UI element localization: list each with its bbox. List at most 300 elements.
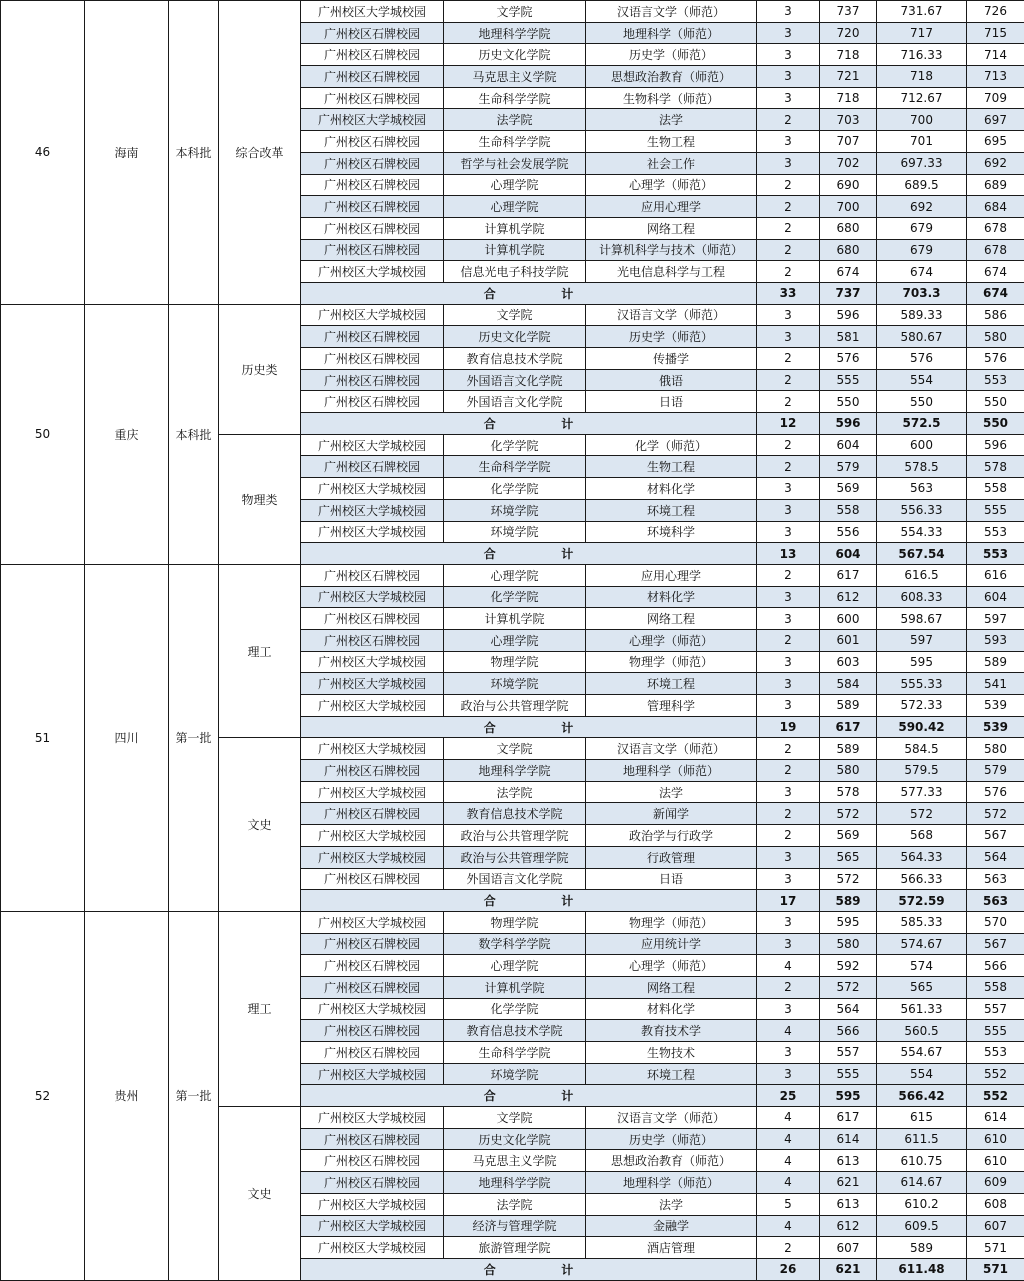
college-cell: 心理学院 [444,174,586,196]
plan-count-cell: 4 [757,1020,820,1042]
avg-score-cell: 689.5 [877,174,967,196]
avg-score-cell: 565 [877,976,967,998]
campus-cell: 广州校区石牌校园 [301,629,444,651]
college-cell: 马克思主义学院 [444,66,586,88]
total-count-cell: 26 [757,1258,820,1280]
college-cell: 旅游管理学院 [444,1237,586,1259]
campus-cell: 广州校区大学城校园 [301,1193,444,1215]
province-cell: 四川 [85,564,169,911]
avg-score-cell: 717 [877,22,967,44]
min-score-cell: 726 [967,1,1024,23]
max-score-cell: 589 [820,695,877,717]
total-max-cell: 595 [820,1085,877,1107]
campus-cell: 广州校区大学城校园 [301,1063,444,1085]
min-score-cell: 553 [967,369,1024,391]
major-cell: 地理科学（师范） [586,1172,757,1194]
min-score-cell: 564 [967,846,1024,868]
college-cell: 外国语言文化学院 [444,391,586,413]
min-score-cell: 576 [967,348,1024,370]
row-number: 51 [1,564,85,911]
college-cell: 历史文化学院 [444,1128,586,1150]
max-score-cell: 702 [820,152,877,174]
subtotal-label-ji: 计 [561,545,573,562]
plan-count-cell: 3 [757,586,820,608]
college-cell: 教育信息技术学院 [444,1020,586,1042]
campus-cell: 广州校区石牌校园 [301,152,444,174]
max-score-cell: 607 [820,1237,877,1259]
avg-score-cell: 609.5 [877,1215,967,1237]
plan-count-cell: 2 [757,760,820,782]
major-cell: 应用统计学 [586,933,757,955]
avg-score-cell: 561.33 [877,998,967,1020]
major-cell: 社会工作 [586,152,757,174]
campus-cell: 广州校区大学城校园 [301,1215,444,1237]
subtotal-label [301,1085,757,1107]
avg-score-cell: 579.5 [877,760,967,782]
min-score-cell: 614 [967,1107,1024,1129]
plan-count-cell: 2 [757,348,820,370]
campus-cell: 广州校区大学城校园 [301,1237,444,1259]
major-cell: 传播学 [586,348,757,370]
min-score-cell: 713 [967,66,1024,88]
total-avg-cell: 567.54 [877,543,967,565]
plan-count-cell: 2 [757,434,820,456]
major-cell: 地理科学（师范） [586,22,757,44]
plan-count-cell: 4 [757,1107,820,1129]
subtotal-label-ji: 计 [561,1087,573,1104]
avg-score-cell: 566.33 [877,868,967,890]
avg-score-cell: 580.67 [877,326,967,348]
max-score-cell: 603 [820,651,877,673]
min-score-cell: 550 [967,391,1024,413]
avg-score-cell: 554.67 [877,1042,967,1064]
college-cell: 计算机学院 [444,608,586,630]
plan-count-cell: 3 [757,651,820,673]
campus-cell: 广州校区石牌校园 [301,803,444,825]
min-score-cell: 566 [967,955,1024,977]
max-score-cell: 600 [820,608,877,630]
college-cell: 心理学院 [444,564,586,586]
min-score-cell: 608 [967,1193,1024,1215]
major-cell: 法学 [586,1193,757,1215]
avg-score-cell: 616.5 [877,564,967,586]
plan-count-cell: 3 [757,304,820,326]
college-cell: 信息光电子科技学院 [444,261,586,283]
college-cell: 经济与管理学院 [444,1215,586,1237]
campus-cell: 广州校区大学城校园 [301,998,444,1020]
avg-score-cell: 716.33 [877,44,967,66]
table-row [1,911,1024,933]
subtotal-label-he: 合 [484,1087,496,1104]
max-score-cell: 737 [820,1,877,23]
campus-cell: 广州校区石牌校园 [301,868,444,890]
avg-score-cell: 576 [877,348,967,370]
min-score-cell: 684 [967,196,1024,218]
college-cell: 教育信息技术学院 [444,803,586,825]
plan-count-cell: 2 [757,976,820,998]
total-max-cell: 589 [820,890,877,912]
plan-count-cell: 4 [757,1172,820,1194]
plan-count-cell: 2 [757,217,820,239]
total-avg-cell: 611.48 [877,1258,967,1280]
total-min-cell: 571 [967,1258,1024,1280]
major-cell: 材料化学 [586,998,757,1020]
subtotal-label-ji: 计 [561,415,573,432]
campus-cell: 广州校区石牌校园 [301,391,444,413]
max-score-cell: 680 [820,217,877,239]
plan-count-cell: 3 [757,673,820,695]
avg-score-cell: 554.33 [877,521,967,543]
plan-count-cell: 3 [757,846,820,868]
campus-cell: 广州校区石牌校园 [301,22,444,44]
max-score-cell: 550 [820,391,877,413]
college-cell: 外国语言文化学院 [444,369,586,391]
avg-score-cell: 674 [877,261,967,283]
campus-cell: 广州校区大学城校园 [301,846,444,868]
campus-cell: 广州校区石牌校园 [301,66,444,88]
major-cell: 教育技术学 [586,1020,757,1042]
college-cell: 教育信息技术学院 [444,348,586,370]
province-cell: 海南 [85,1,169,305]
college-cell: 地理科学学院 [444,760,586,782]
avg-score-cell: 679 [877,239,967,261]
major-cell: 日语 [586,868,757,890]
min-score-cell: 609 [967,1172,1024,1194]
campus-cell: 广州校区大学城校园 [301,651,444,673]
college-cell: 地理科学学院 [444,1172,586,1194]
college-cell: 计算机学院 [444,239,586,261]
campus-cell: 广州校区石牌校园 [301,564,444,586]
total-avg-cell: 590.42 [877,716,967,738]
category-cell: 历史类 [219,304,301,434]
plan-count-cell: 2 [757,196,820,218]
plan-count-cell: 3 [757,998,820,1020]
campus-cell: 广州校区石牌校园 [301,131,444,153]
campus-cell: 广州校区石牌校园 [301,1042,444,1064]
campus-cell: 广州校区石牌校园 [301,1128,444,1150]
major-cell: 生物工程 [586,131,757,153]
campus-cell: 广州校区石牌校园 [301,955,444,977]
min-score-cell: 607 [967,1215,1024,1237]
major-cell: 网络工程 [586,976,757,998]
avg-score-cell: 598.67 [877,608,967,630]
avg-score-cell: 610.75 [877,1150,967,1172]
max-score-cell: 557 [820,1042,877,1064]
major-cell: 心理学（师范） [586,955,757,977]
min-score-cell: 553 [967,521,1024,543]
avg-score-cell: 600 [877,434,967,456]
min-score-cell: 567 [967,825,1024,847]
college-cell: 环境学院 [444,521,586,543]
avg-score-cell: 578.5 [877,456,967,478]
plan-count-cell: 3 [757,1042,820,1064]
campus-cell: 广州校区石牌校园 [301,217,444,239]
avg-score-cell: 697.33 [877,152,967,174]
campus-cell: 广州校区大学城校园 [301,521,444,543]
max-score-cell: 556 [820,521,877,543]
college-cell: 外国语言文化学院 [444,868,586,890]
min-score-cell: 580 [967,326,1024,348]
max-score-cell: 674 [820,261,877,283]
max-score-cell: 584 [820,673,877,695]
min-score-cell: 555 [967,499,1024,521]
subtotal-label [301,413,757,435]
min-score-cell: 580 [967,738,1024,760]
major-cell: 新闻学 [586,803,757,825]
total-min-cell: 563 [967,890,1024,912]
total-max-cell: 621 [820,1258,877,1280]
campus-cell: 广州校区大学城校园 [301,673,444,695]
college-cell: 法学院 [444,781,586,803]
avg-score-cell: 712.67 [877,87,967,109]
campus-cell: 广州校区石牌校园 [301,456,444,478]
campus-cell: 广州校区石牌校园 [301,1150,444,1172]
max-score-cell: 589 [820,738,877,760]
college-cell: 马克思主义学院 [444,1150,586,1172]
college-cell: 化学学院 [444,434,586,456]
max-score-cell: 680 [820,239,877,261]
major-cell: 法学 [586,109,757,131]
college-cell: 环境学院 [444,673,586,695]
major-cell: 日语 [586,391,757,413]
major-cell: 管理科学 [586,695,757,717]
campus-cell: 广州校区大学城校园 [301,1,444,23]
row-number: 50 [1,304,85,564]
major-cell: 法学 [586,781,757,803]
total-count-cell: 25 [757,1085,820,1107]
plan-count-cell: 3 [757,1063,820,1085]
total-max-cell: 596 [820,413,877,435]
max-score-cell: 604 [820,434,877,456]
major-cell: 心理学（师范） [586,629,757,651]
subtotal-label-ji: 计 [561,892,573,909]
campus-cell: 广州校区大学城校园 [301,304,444,326]
college-cell: 化学学院 [444,478,586,500]
min-score-cell: 597 [967,608,1024,630]
avg-score-cell: 563 [877,478,967,500]
max-score-cell: 565 [820,846,877,868]
max-score-cell: 579 [820,456,877,478]
max-score-cell: 555 [820,369,877,391]
major-cell: 化学（师范） [586,434,757,456]
total-count-cell: 12 [757,413,820,435]
max-score-cell: 718 [820,44,877,66]
plan-count-cell: 3 [757,131,820,153]
campus-cell: 广州校区大学城校园 [301,478,444,500]
batch-cell: 第一批 [169,911,219,1280]
avg-score-cell: 589.33 [877,304,967,326]
major-cell: 物理学（师范） [586,651,757,673]
min-score-cell: 552 [967,1063,1024,1085]
batch-cell: 第一批 [169,564,219,911]
total-avg-cell: 572.59 [877,890,967,912]
min-score-cell: 604 [967,586,1024,608]
college-cell: 政治与公共管理学院 [444,846,586,868]
max-score-cell: 690 [820,174,877,196]
max-score-cell: 614 [820,1128,877,1150]
college-cell: 法学院 [444,1193,586,1215]
row-number: 52 [1,911,85,1280]
plan-count-cell: 3 [757,66,820,88]
min-score-cell: 678 [967,239,1024,261]
avg-score-cell: 584.5 [877,738,967,760]
total-max-cell: 617 [820,716,877,738]
max-score-cell: 564 [820,998,877,1020]
plan-count-cell: 2 [757,825,820,847]
max-score-cell: 595 [820,911,877,933]
plan-count-cell: 2 [757,564,820,586]
college-cell: 地理科学学院 [444,22,586,44]
major-cell: 汉语言文学（师范） [586,304,757,326]
campus-cell: 广州校区大学城校园 [301,695,444,717]
plan-count-cell: 3 [757,87,820,109]
max-score-cell: 612 [820,586,877,608]
plan-count-cell: 4 [757,1215,820,1237]
avg-score-cell: 554 [877,369,967,391]
min-score-cell: 572 [967,803,1024,825]
college-cell: 心理学院 [444,955,586,977]
max-score-cell: 617 [820,564,877,586]
subtotal-label-he: 合 [484,719,496,736]
plan-count-cell: 2 [757,456,820,478]
subtotal-label-ji: 计 [561,285,573,302]
category-cell: 文史 [219,1107,301,1281]
major-cell: 生物科学（师范） [586,87,757,109]
max-score-cell: 721 [820,66,877,88]
max-score-cell: 718 [820,87,877,109]
min-score-cell: 539 [967,695,1024,717]
total-min-cell: 550 [967,413,1024,435]
subtotal-label [301,716,757,738]
max-score-cell: 566 [820,1020,877,1042]
avg-score-cell: 564.33 [877,846,967,868]
subtotal-label [301,890,757,912]
avg-score-cell: 554 [877,1063,967,1085]
major-cell: 汉语言文学（师范） [586,1,757,23]
max-score-cell: 720 [820,22,877,44]
max-score-cell: 617 [820,1107,877,1129]
major-cell: 地理科学（师范） [586,760,757,782]
total-min-cell: 539 [967,716,1024,738]
campus-cell: 广州校区大学城校园 [301,586,444,608]
major-cell: 物理学（师范） [586,911,757,933]
total-avg-cell: 572.5 [877,413,967,435]
major-cell: 生物技术 [586,1042,757,1064]
avg-score-cell: 608.33 [877,586,967,608]
avg-score-cell: 572 [877,803,967,825]
max-score-cell: 555 [820,1063,877,1085]
plan-count-cell: 3 [757,911,820,933]
major-cell: 应用心理学 [586,564,757,586]
subtotal-label [301,543,757,565]
plan-count-cell: 2 [757,261,820,283]
major-cell: 心理学（师范） [586,174,757,196]
plan-count-cell: 3 [757,478,820,500]
avg-score-cell: 718 [877,66,967,88]
min-score-cell: 541 [967,673,1024,695]
plan-count-cell: 2 [757,803,820,825]
min-score-cell: 593 [967,629,1024,651]
college-cell: 生命科学学院 [444,87,586,109]
max-score-cell: 569 [820,825,877,847]
plan-count-cell: 4 [757,1150,820,1172]
subtotal-label [301,282,757,304]
min-score-cell: 610 [967,1128,1024,1150]
college-cell: 计算机学院 [444,976,586,998]
max-score-cell: 572 [820,976,877,998]
college-cell: 物理学院 [444,911,586,933]
college-cell: 政治与公共管理学院 [444,825,586,847]
max-score-cell: 596 [820,304,877,326]
college-cell: 物理学院 [444,651,586,673]
max-score-cell: 592 [820,955,877,977]
avg-score-cell: 595 [877,651,967,673]
major-cell: 材料化学 [586,586,757,608]
province-cell: 贵州 [85,911,169,1280]
major-cell: 政治学与行政学 [586,825,757,847]
major-cell: 历史学（师范） [586,1128,757,1150]
campus-cell: 广州校区大学城校园 [301,109,444,131]
campus-cell: 广州校区大学城校园 [301,825,444,847]
plan-count-cell: 3 [757,781,820,803]
min-score-cell: 589 [967,651,1024,673]
province-cell: 重庆 [85,304,169,564]
avg-score-cell: 574.67 [877,933,967,955]
college-cell: 心理学院 [444,196,586,218]
major-cell: 历史学（师范） [586,44,757,66]
max-score-cell: 569 [820,478,877,500]
college-cell: 数学科学学院 [444,933,586,955]
min-score-cell: 610 [967,1150,1024,1172]
min-score-cell: 579 [967,760,1024,782]
subtotal-label-he: 合 [484,892,496,909]
campus-cell: 广州校区大学城校园 [301,261,444,283]
plan-count-cell: 3 [757,608,820,630]
avg-score-cell: 615 [877,1107,967,1129]
major-cell: 思想政治教育（师范） [586,66,757,88]
major-cell: 环境科学 [586,521,757,543]
plan-count-cell: 2 [757,369,820,391]
major-cell: 俄语 [586,369,757,391]
avg-score-cell: 568 [877,825,967,847]
college-cell: 心理学院 [444,629,586,651]
campus-cell: 广州校区石牌校园 [301,239,444,261]
major-cell: 汉语言文学（师范） [586,1107,757,1129]
min-score-cell: 709 [967,87,1024,109]
plan-count-cell: 2 [757,174,820,196]
major-cell: 汉语言文学（师范） [586,738,757,760]
plan-count-cell: 2 [757,738,820,760]
campus-cell: 广州校区石牌校园 [301,326,444,348]
min-score-cell: 558 [967,478,1024,500]
avg-score-cell: 556.33 [877,499,967,521]
plan-count-cell: 2 [757,1237,820,1259]
min-score-cell: 563 [967,868,1024,890]
major-cell: 网络工程 [586,608,757,630]
campus-cell: 广州校区大学城校园 [301,434,444,456]
major-cell: 光电信息科学与工程 [586,261,757,283]
total-count-cell: 13 [757,543,820,565]
plan-count-cell: 2 [757,239,820,261]
plan-count-cell: 2 [757,109,820,131]
college-cell: 环境学院 [444,499,586,521]
avg-score-cell: 731.67 [877,1,967,23]
major-cell: 生物工程 [586,456,757,478]
max-score-cell: 703 [820,109,877,131]
max-score-cell: 558 [820,499,877,521]
college-cell: 生命科学学院 [444,1042,586,1064]
table-row [1,1,1024,23]
